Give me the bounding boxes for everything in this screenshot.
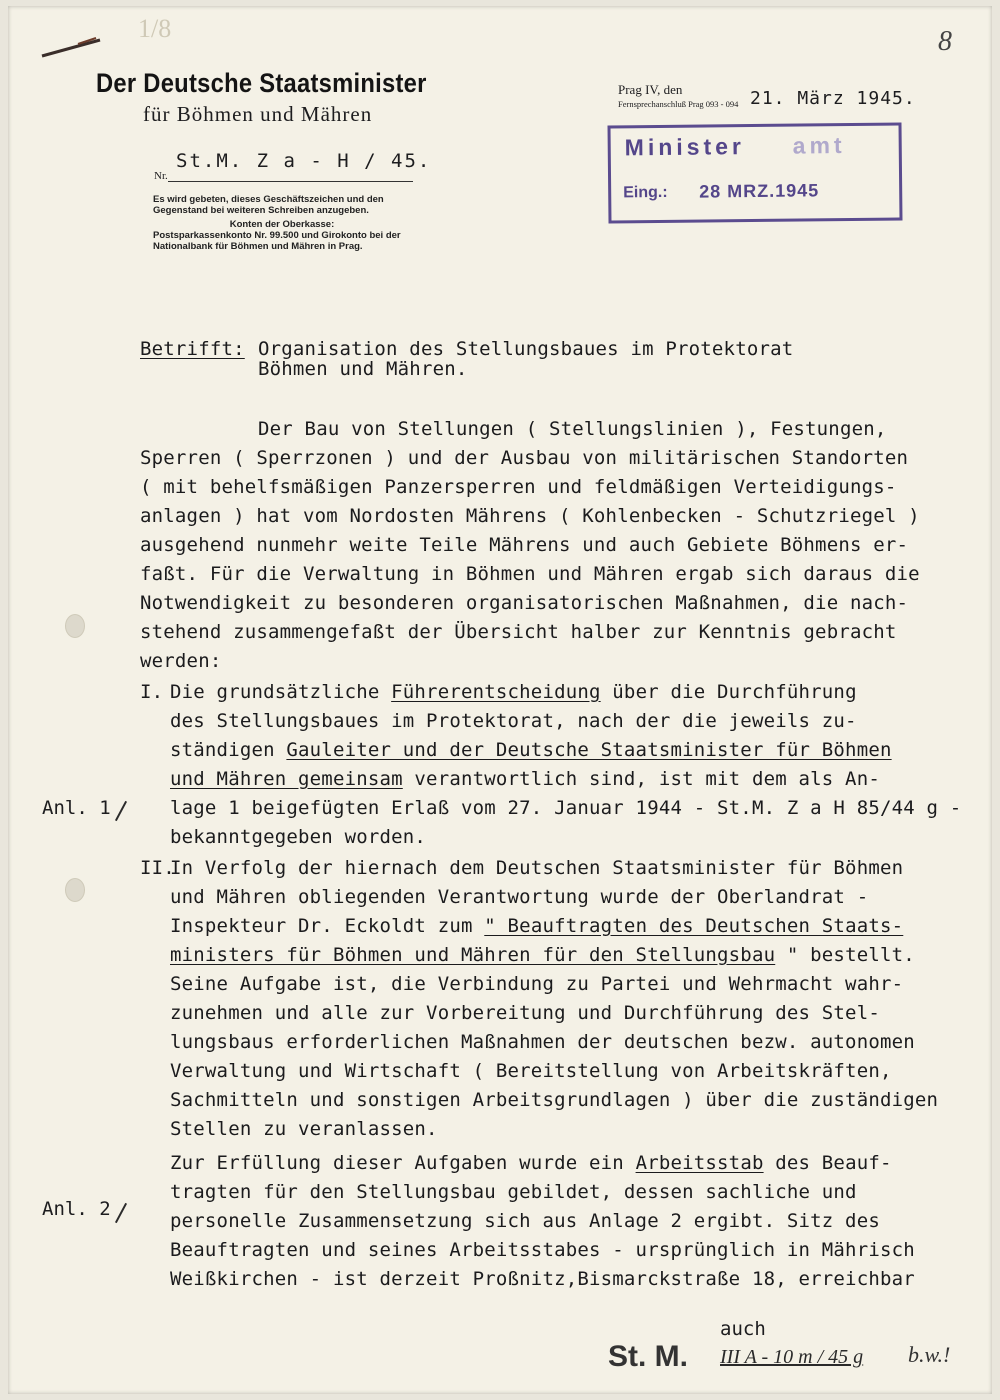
letterhead-title: Der Deutsche Staatsminister — [96, 68, 427, 98]
place-label: Prag IV, den — [618, 82, 683, 97]
letterhead-instruction: Es wird gebeten, dieses Geschäftszeichen und den Gegenstand bei weiteren Schreiben anzugeben. — [153, 194, 384, 216]
subject-line-2: Böhmen und Mähren. — [258, 358, 468, 380]
stamp-received-date: 28 MRZ.1945 — [699, 180, 820, 202]
body-line: lungsbaus erforderlichen Maßnahmen der deutschen bezw. autonomen — [170, 1031, 915, 1053]
section-number: I. — [140, 681, 164, 703]
body-line: Zur Erfüllung dieser Aufgaben wurde ein Arbeitsstab des Beauf- — [170, 1152, 892, 1174]
subject-label: Betrifft: — [140, 338, 245, 360]
body-line: Beauftragten und seines Arbeitsstabes - ursprünglich in Mährisch — [170, 1239, 915, 1261]
page-number: 8 — [938, 26, 952, 57]
nr-label: Nr. — [154, 170, 168, 182]
body-line: ( mit behelfsmäßigen Panzersperren und feldmäßigen Verteidigungs- — [140, 476, 897, 498]
footer-stamp-stm: St. M. — [608, 1340, 688, 1373]
body-line: werden: — [140, 650, 222, 672]
margin-note: Anl. 2 — [42, 1198, 111, 1220]
body-line: Sachmitteln und sonstigen Arbeitsgrundlagen ) über die zuständigen — [170, 1089, 939, 1111]
stamp-received-label: Eing.: — [623, 183, 668, 202]
body-line: des Stellungsbaues im Protektorat, nach der die jeweils zu- — [170, 710, 857, 732]
body-line: und Mähren gemeinsam verantwortlich sind, ist mit dem als An- — [170, 768, 880, 790]
body-line: Verwaltung und Wirtschaft ( Bereitstellung von Arbeitskräften, — [170, 1060, 892, 1082]
body-line: Stellen zu veranlassen. — [170, 1118, 438, 1140]
body-line: Weißkirchen - ist derzeit Proßnitz,Bismarckstraße 18, erreichbar — [170, 1268, 915, 1290]
body-line: ausgehend nunmehr weite Teile Mährens und auch Gebiete Böhmens er- — [140, 534, 909, 556]
body-line: Seine Aufgabe ist, die Verbindung zu Partei und Wehrmacht wahr- — [170, 973, 904, 995]
reference-underline — [168, 181, 413, 182]
body-line: Notwendigkeit zu besonderen organisatorischen Maßnahmen, die nach- — [140, 592, 909, 614]
phone-label: Fernsprechanschluß Prag 093 - 094 — [618, 99, 739, 109]
margin-note: Anl. 1 — [42, 797, 111, 819]
margin-tick — [115, 1203, 127, 1223]
accounts-label: Konten der Oberkasse: — [229, 219, 335, 230]
footer-continue-note: b.w.! — [908, 1342, 951, 1367]
body-line: bekanntgegeben worden. — [170, 826, 427, 848]
body-line: zunehmen und alle zur Vorbereitung und Durchführung des Stel- — [170, 1002, 880, 1024]
footer-note-auch: auch — [720, 1318, 766, 1340]
letterhead-subtitle: für Böhmen und Mähren — [143, 102, 373, 126]
body-line: Die grundsätzliche Führerentscheidung über die Durchführung — [170, 681, 857, 703]
faint-mark: 1/8 — [138, 14, 172, 43]
stamp-title: Minister — [624, 133, 746, 161]
body-line: anlagen ) hat vom Nordosten Mährens ( Kohlenbecken - Schutzriegel ) — [140, 505, 920, 527]
letter-date: 21. März 1945. — [750, 88, 916, 109]
pencil-mark-icon — [38, 30, 108, 70]
body-line: ministers für Böhmen und Mähren für den Stellungsbau " bestellt. — [170, 944, 915, 966]
body-line: ständigen Gauleiter und der Deutsche Staatsminister für Böhmen — [170, 739, 892, 761]
accounts-info: Postsparkassenkonto Nr. 99.500 und Girokonto bei der Nationalbank für Böhmen und Mähren in Prag. — [153, 230, 401, 252]
punch-hole — [65, 878, 85, 902]
body-line: lage 1 beigefügten Erlaß vom 27. Januar 1944 - St.M. Z a H 85/44 g - — [170, 797, 962, 819]
body-line: In Verfolg der hiernach dem Deutschen Staatsminister für Böhmen — [170, 857, 904, 879]
stamp-title-faded: amt — [792, 132, 846, 159]
body-line: Inspekteur Dr. Eckoldt zum " Beauftragten des Deutschen Staats- — [170, 915, 904, 937]
footer-reference: III A - 10 m / 45 g — [720, 1346, 864, 1368]
reference-number: St.M. Z a - H / 45. — [176, 150, 432, 172]
body-line: Der Bau von Stellungen ( Stellungslinien ), Festungen, — [258, 418, 887, 440]
margin-tick — [115, 801, 127, 821]
body-line: und Mähren obliegenden Verantwortung wurde der Oberlandrat - — [170, 886, 869, 908]
subject-line-1: Organisation des Stellungsbaues im Protektorat — [258, 338, 794, 360]
body-line: Sperren ( Sperrzonen ) und der Ausbau von militärischen Standorten — [140, 447, 909, 469]
body-line: faßt. Für die Verwaltung in Böhmen und Mähren ergab sich daraus die — [140, 563, 920, 585]
section-number: II. — [140, 857, 175, 879]
body-line: personelle Zusammensetzung sich aus Anlage 2 ergibt. Sitz des — [170, 1210, 880, 1232]
document-page — [8, 6, 992, 1394]
punch-hole — [65, 614, 85, 638]
received-stamp — [607, 122, 902, 223]
body-line: tragten für den Stellungsbau gebildet, dessen sachliche und — [170, 1181, 857, 1203]
body-line: stehend zusammengefaßt der Übersicht halber zur Kenntnis gebracht — [140, 621, 897, 643]
